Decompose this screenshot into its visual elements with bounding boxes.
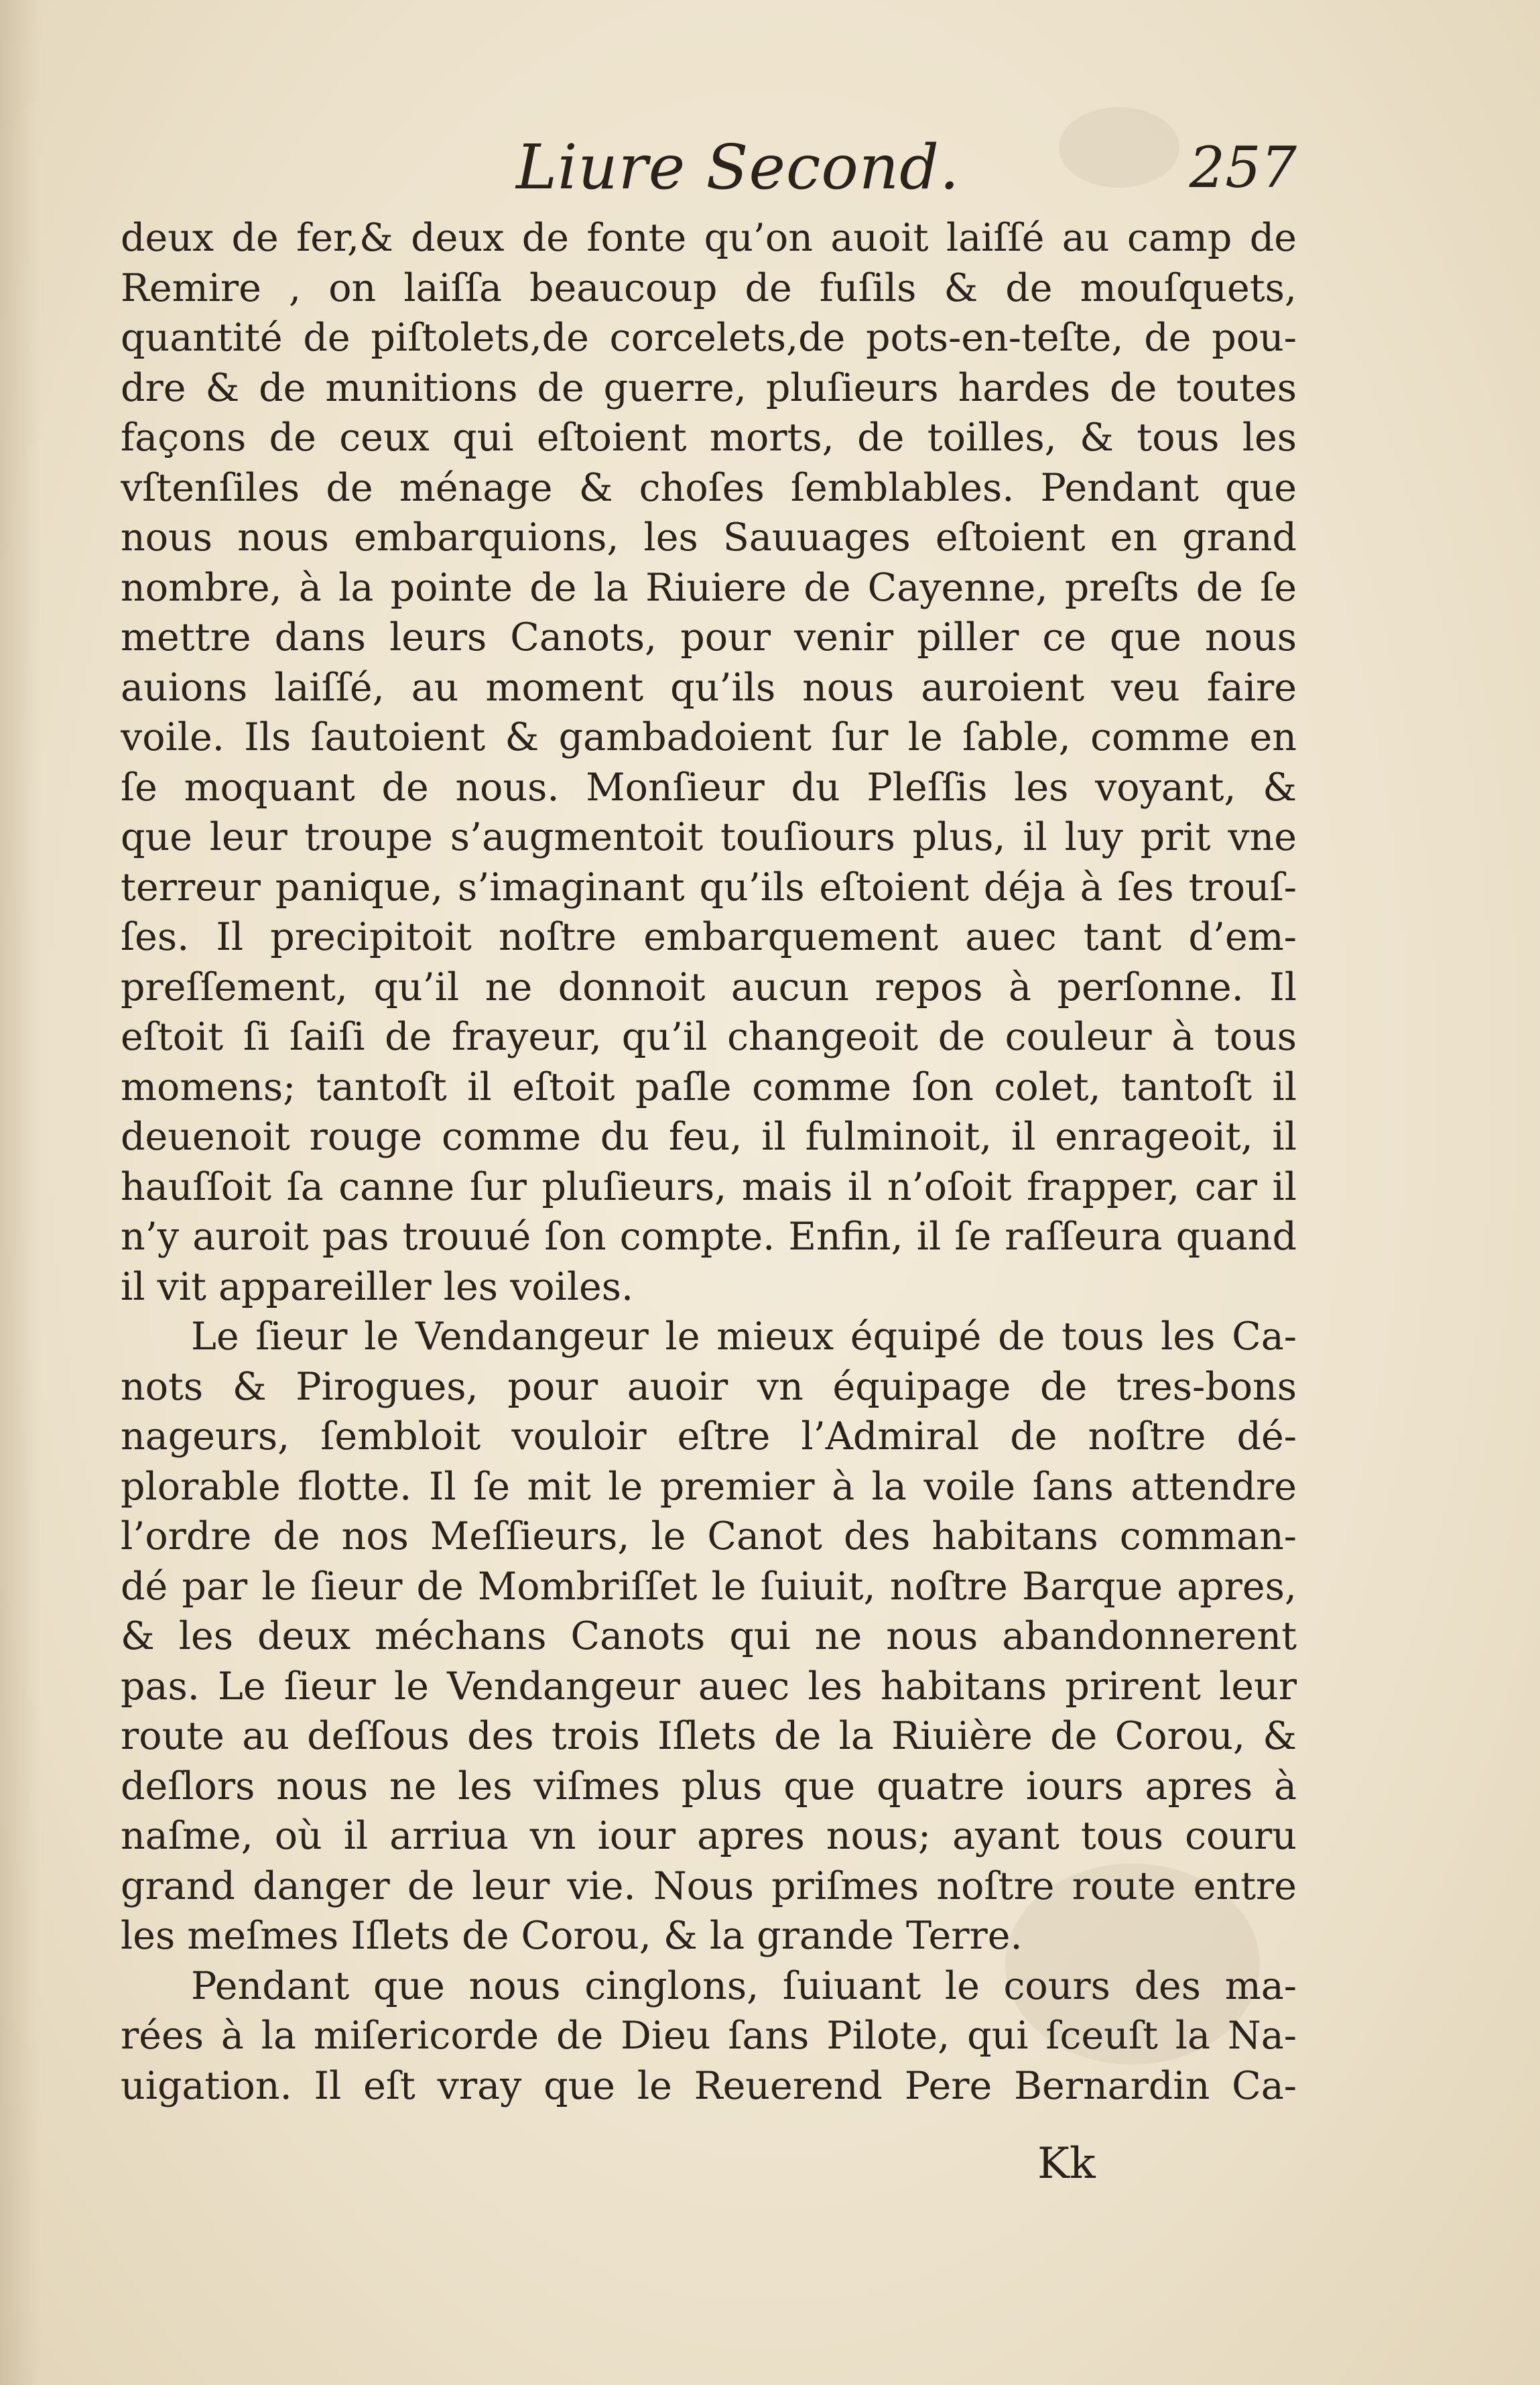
text-line: terreur panique, s’imaginant qu’ils eſtoient déja à ſes trouſ-: [121, 865, 1297, 910]
text-line: nots & Pirogues, pour auoir vn équipage de tres-bons: [121, 1364, 1297, 1409]
text-line: eſtoit ſi ſaiſi de frayeur, qu’il changeoit de couleur à tous: [121, 1015, 1297, 1059]
text-line: deuenoit rouge comme du feu, il fulminoit, il enrageoit, il: [121, 1115, 1297, 1159]
text-line: n’y auroit pas trouué ſon compte. Enfin, il ſe raſſeura quand: [121, 1215, 1297, 1259]
text-line: deſlors nous ne les viſmes plus que quatre iours apres à: [121, 1764, 1297, 1809]
text-line: grand danger de leur vie. Nous priſmes noſtre route entre: [121, 1863, 1297, 1908]
text-line: dé par le ſieur de Mombriſſet le ſuiuit, noſtre Barque apres,: [121, 1564, 1297, 1609]
text-line: auions laiſſé, au moment qu’ils nous auroient veu faire: [121, 665, 1297, 710]
gutter-shadow: [0, 0, 40, 2385]
text-line: route au deſſous des trois Iſlets de la Riuière de Corou, &: [121, 1714, 1297, 1758]
text-line: mettre dans leurs Canots, pour venir piller ce que nous: [121, 615, 1297, 660]
text-line: hauſſoit ſa canne ſur pluſieurs, mais il n’oſoit frapper, car il: [121, 1164, 1297, 1209]
text-line: voile. Ils ſautoient & gambadoient ſur le ſable, comme en: [121, 715, 1297, 759]
text-line: l’ordre de nos Meſſieurs, le Canot des habitans comman-: [121, 1514, 1297, 1558]
text-line: uigation. Il eſt vray que le Reuerend Pere Bernardin Ca-: [121, 2063, 1297, 2108]
page-number: 257: [1189, 135, 1297, 200]
text-line-first: Pendant que nous cinglons, ſuiuant le cours des ma-: [191, 1963, 1297, 2008]
page-header: [121, 131, 1297, 204]
text-line: ſe moquant de nous. Monſieur du Pleſſis les voyant, &: [121, 765, 1297, 810]
text-line: preſſement, qu’il ne donnoit aucun repos à perſonne. Il: [121, 965, 1297, 1010]
text-line: rées à la miſericorde de Dieu ſans Pilote, qui ſceuſt la Na-: [121, 2014, 1297, 2058]
text-line: Remire , on laiſſa beaucoup de fuſils & de mouſquets,: [121, 265, 1297, 310]
text-line: nombre, à la pointe de la Riuiere de Cayenne, preſts de ſe: [121, 565, 1297, 610]
text-line: & les deux méchans Canots qui ne nous abandonnerent: [121, 1614, 1297, 1658]
text-line: pas. Le ſieur le Vendangeur auec les habitans prirent leur: [121, 1664, 1297, 1709]
text-line: plorable flotte. Il ſe mit le premier à la voile ſans attendre: [121, 1464, 1297, 1509]
text-line: nageurs, ſembloit vouloir eſtre l’Admiral de noſtre dé-: [121, 1414, 1297, 1459]
text-line: quantité de piſtolets,de corcelets,de pots-en-teſte, de pou-: [121, 316, 1297, 360]
running-title: Liure Second.: [516, 131, 960, 203]
text-line: ſes. Il precipitoit noſtre embarquement auec tant d’em-: [121, 915, 1297, 959]
text-line: que leur troupe s’augmentoit touſiours plus, il luy prit vne: [121, 815, 1297, 859]
text-line: deux de fer,& deux de fonte qu’on auoit laiſſé au camp de: [121, 216, 1297, 260]
text-line: naſme, où il arriua vn iour apres nous; ayant tous couru: [121, 1814, 1297, 1858]
text-line: nous nous embarquions, les Sauuages eſtoient en grand: [121, 515, 1297, 560]
text-line-last: les meſmes Iſlets de Corou, & la grande Terre.: [121, 1914, 1023, 1958]
catchword-signature: Kk: [1037, 2139, 1096, 2189]
text-line: façons de ceux qui eſtoient morts, de toilles, & tous les: [121, 416, 1297, 460]
text-line: dre & de munitions de guerre, pluſieurs hardes de toutes: [121, 365, 1297, 410]
text-line-first: Le ſieur le Vendangeur le mieux équipé de tous les Ca-: [191, 1314, 1297, 1359]
body-text: [121, 213, 1297, 2111]
text-line: momens; tantoſt il eſtoit paſle comme ſon colet, tantoſt il: [121, 1064, 1297, 1109]
text-line-last: il vit appareiller les voiles.: [121, 1264, 634, 1309]
text-line: vſtenſiles de ménage & choſes ſemblables. Pendant que: [121, 465, 1297, 510]
